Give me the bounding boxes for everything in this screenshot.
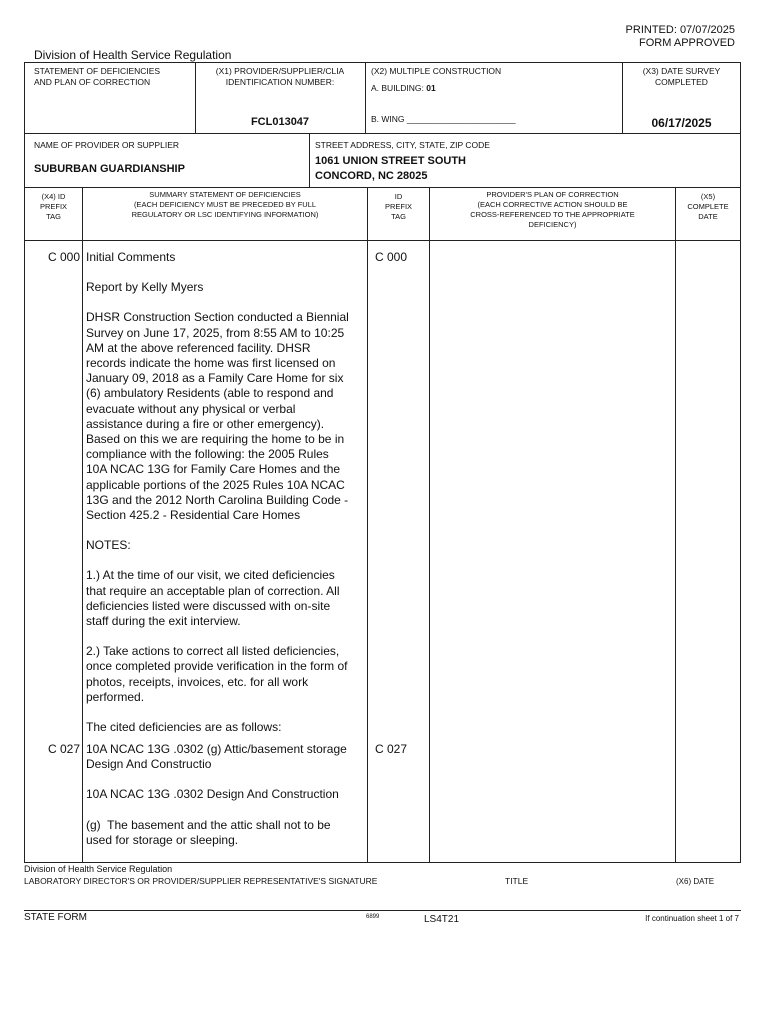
survey-date: 06/17/2025 [651,116,712,130]
summary-paragraph: 10A NCAC 13G .0302 (g) Attic/basement storage Design And Constructio [86,742,347,772]
provider-id: FCL013047 [250,116,310,128]
x3-label: (X3) DATE SURVEY COMPLETED [642,66,721,87]
summary-paragraph: DHSR Construction Section conducted a Biennial Survey on June 17, 2025, from 8:55 AM to 10:25 AM at the above referenced facility. DHSR records indicate the home was first licensed on January 09, 2018 as a Family Care Home for six (6) ambulatory Residents (able to respond and evacuate without any physical or verbal assistance during a fire or other emergency). Based on this we are requiring the home to be in compliance with the following: the 2005 Rules 10A NCAC 13G for Family Care Homes and the applicable portions of the 2025 Rules 10A NCAC 13G and the 2012 North Carolina Building Code - Section 425.2 - Residential Care Homes [86,310,349,523]
x2-label: (X2) MULTIPLE CONSTRUCTION [371,66,502,76]
summary-paragraph: Report by Kelly Myers [86,280,204,295]
col-plan-header: PROVIDER'S PLAN OF CORRECTION (EACH CORRECTIVE ACTION SHOULD BE CROSS-REFERENCED TO THE APPROPRIATE DEFICIENCY) [470,190,635,229]
summary-paragraph: 2.) Take actions to correct all listed deficiencies, once completed provide verification in the form of photos, receipts, invoices, etc. for all work performed. [86,644,348,704]
entry-summary [86,742,366,848]
entry-id-tag: C 027 [375,742,408,756]
col-x5-header: (X5) COMPLETE DATE [687,192,729,221]
title-label: TITLE [505,876,529,886]
col-x4-header: (X4) ID PREFIX TAG [39,192,68,221]
continuation-note: If continuation sheet 1 of 7 [645,914,739,923]
form-status: FORM APPROVED [639,37,735,49]
entry-prefix: C 027 [47,742,80,756]
address-line2: CONCORD, NC 28025 [315,170,428,182]
summary-paragraph: Initial Comments [86,250,176,264]
entry-id-tag: C 000 [375,250,408,264]
col-id-header: ID PREFIX TAG [384,192,413,221]
entry-summary [86,250,366,735]
x1-label: (X1) PROVIDER/SUPPLIER/CLIA IDENTIFICATION NUMBER: [215,66,345,87]
wing-field: B. WING _______________________ [371,114,516,124]
summary-paragraph: 10A NCAC 13G .0302 Design And Construction [86,787,339,802]
entry-prefix: C 000 [47,250,80,264]
address-label: STREET ADDRESS, CITY, STATE, ZIP CODE [315,140,490,150]
agency-title: Division of Health Service Regulation [34,48,232,62]
building-value: 01 [426,83,436,93]
printed-date: PRINTED: 07/07/2025 [625,24,735,36]
summary-paragraph: NOTES: [86,538,131,553]
provider-name: SUBURBAN GUARDIANSHIP [34,163,185,175]
summary-paragraph: (g) The basement and the attic shall not to be used for storage or sleeping. [86,817,331,847]
building-field [371,83,436,94]
building-label: A. BUILDING: [371,83,424,93]
form-code: 6899 [366,914,380,920]
x6-date-label: (X6) DATE [676,877,715,886]
statement-label: STATEMENT OF DEFICIENCIES AND PLAN OF CORRECTION [34,66,161,87]
address-line1: 1061 UNION STREET SOUTH [315,155,466,167]
col-summary-header: SUMMARY STATEMENT OF DEFICIENCIES (EACH DEFICIENCY MUST BE PRECEDED BY FULL REGULATORY OR LSC IDENTIFYING INFORMATION) [131,190,319,219]
summary-paragraph: 1.) At the time of our visit, we cited deficiencies that require an acceptable plan of correction. All deficiencies listed were discussed with on-site staff during the exit interview. [86,568,340,629]
event-id: LS4T21 [424,914,460,925]
state-form-label: STATE FORM [24,912,87,923]
footer-agency: Division of Health Service Regulation [24,864,173,874]
summary-paragraph: The cited deficiencies are as follows: [86,720,282,735]
provider-name-label: NAME OF PROVIDER OR SUPPLIER [34,140,179,150]
signature-label: LABORATORY DIRECTOR'S OR PROVIDER/SUPPLIER REPRESENTATIVE'S SIGNATURE [24,876,378,886]
